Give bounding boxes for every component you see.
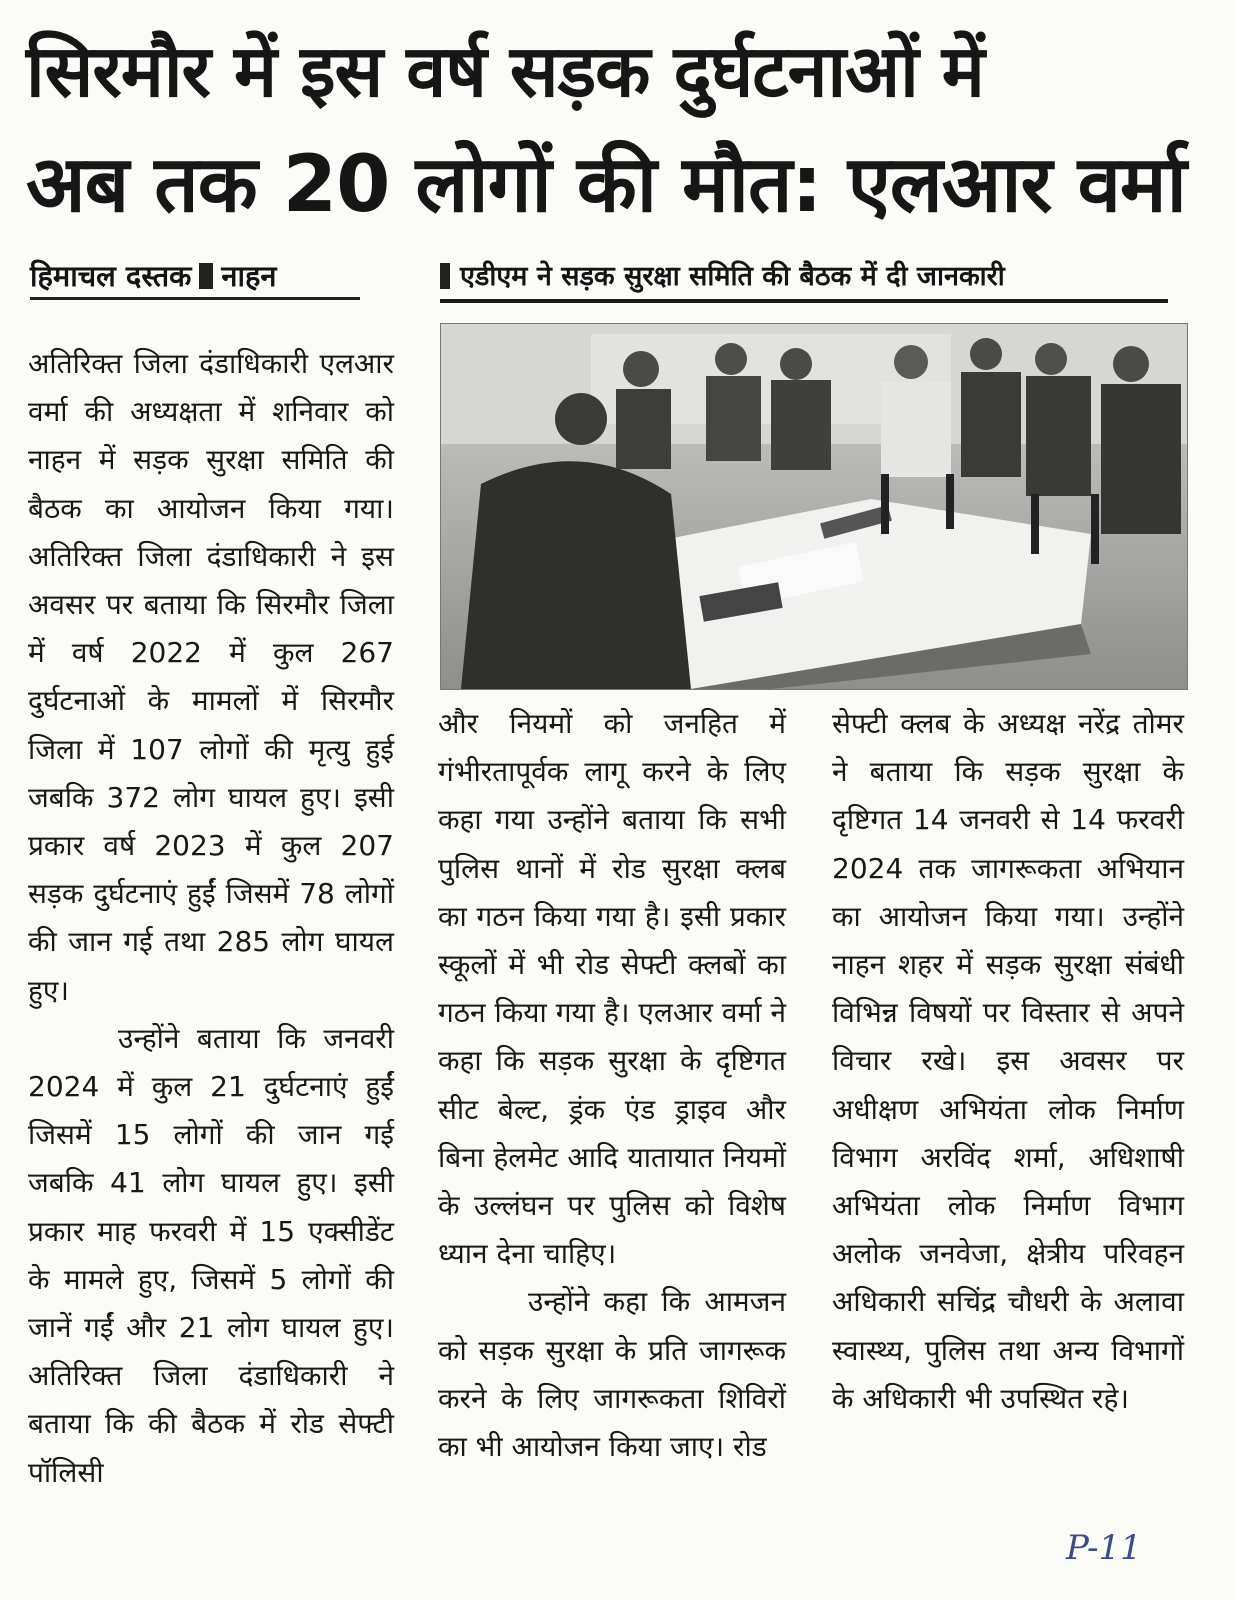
byline-separator	[199, 263, 213, 289]
handwritten-page-note: P-11	[1066, 1528, 1142, 1568]
article-paragraph: उन्होंने कहा कि आमजन को सड़क सुरक्षा के प्रति जागरूक करने के लिए जागरूकता शिविरों का भी आयोजन किया जाए। रोड	[438, 1285, 786, 1464]
meeting-photo	[440, 323, 1188, 690]
headline-line-2: अब तक 20 लोगों की मौत: एलआर वर्मा	[26, 140, 1186, 230]
byline	[30, 256, 360, 300]
article-paragraph: सेफ्टी क्लब के अध्यक्ष नरेंद्र तोमर ने बताया कि सड़क सुरक्षा के दृष्टिगत 14 जनवरी से 14 फरवरी 2024 तक जागरूकता अभियान का आयोजन किया गया। उन्होंने नाहन शहर में सड़क सुरक्षा संबंधी विभिन्न विषयों पर विस्तार से अपने विचार रखे। इस अवसर पर अधीक्षण अभियंता लोक निर्माण विभाग अरविंद शर्मा, अधिशाषी अभियंता लोक निर्माण विभाग अलोक जनवेजा, क्षेत्रीय परिवहन अधिकारी सचिंद्र चौधरी के अलावा स्वास्थ्य, पुलिस तथा अन्य विभागों के अधिकारी भी उपस्थित रहे।	[832, 707, 1184, 1415]
headline	[26, 14, 1216, 242]
article-paragraph: उन्होंने बताया कि जनवरी 2024 में कुल 21 दुर्घटनाएं हुईं जिसमें 15 लोगों की जान गई जबकि 41 लोग घायल हुए। इसी प्रकार माह फरवरी में 15 एक्सीडेंट के मामले हुए, जिसमें 5 लोगों की जानें गईं और 21 लोग घायल हुए। अतिरिक्त जिला दंडाधिकारी ने बताया कि की बैठक में रोड सेफ्टी पॉलिसी	[28, 1021, 394, 1489]
byline-source: हिमाचल दस्तक	[30, 259, 192, 293]
meeting-photo-illustration	[441, 324, 1187, 689]
article-paragraph: अतिरिक्त जिला दंडाधिकारी एलआर वर्मा की अध्यक्षता में शनिवार को नाहन में सड़क सुरक्षा समिति की बैठक का आयोजन किया गया। अतिरिक्त जिला दंडाधिकारी ने इस अवसर पर बताया कि सिरमौर जिला में वर्ष 2022 में कुल 267 दुर्घटनाओं के मामलों में सिरमौर जिला में 107 लोगों की मृत्यु हुई जबकि 372 लोग घायल हुए। इसी प्रकार वर्ष 2023 में कुल 207 सड़क दुर्घटनाएं हुईं जिसमें 78 लोगों की जान गई तथा 285 लोग घायल हुए।	[28, 347, 394, 1007]
article-column-3	[832, 700, 1184, 1423]
subhead-text: एडीएम ने सड़क सुरक्षा समिति की बैठक में दी जानकारी	[460, 261, 1005, 292]
article-column-1	[28, 340, 394, 1497]
subhead-bullet	[440, 263, 450, 289]
headline-line-1: सिरमौर में इस वर्ष सड़क दुर्घटनाओं में	[26, 29, 984, 113]
subheadline	[440, 256, 1168, 303]
article-paragraph: और नियमों को जनहित में गंभीरतापूर्वक लागू करने के लिए कहा गया उन्होंने बताया कि सभी पुलिस थानों में रोड सुरक्षा क्लब का गठन किया गया है। इसी प्रकार स्कूलों में भी रोड सेफ्टी क्लबों का गठन किया गया है। एलआर वर्मा ने कहा कि सड़क सुरक्षा के दृष्टिगत सीट बेल्ट, ड्रंक एंड ड्राइव और बिना हेलमेट आदि यातायात नियमों के उल्लंघन पर पुलिस को विशेष ध्यान देना चाहिए।	[438, 707, 786, 1271]
article-column-2	[438, 700, 786, 1471]
byline-place: नाहन	[221, 259, 277, 293]
